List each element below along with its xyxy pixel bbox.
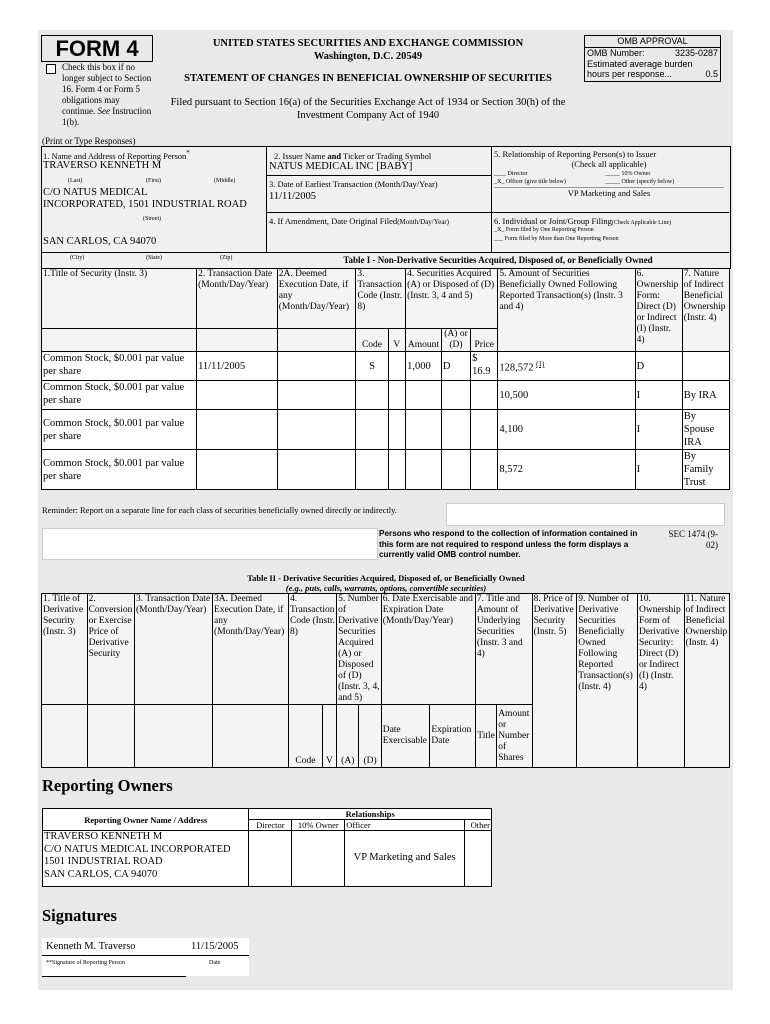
t1-h-v: V [388,329,405,352]
first-label: (First) [146,178,161,184]
officer-label: Officer (give title below) [505,179,566,185]
transaction-code [356,410,388,450]
box1-star: * [186,149,190,157]
omb-burden: Estimated average burden [587,58,693,69]
ro-line2: C/O NATUS MEDICAL INCORPORATED [44,843,231,855]
deemed-date [277,381,356,410]
grid-h-3 [266,252,729,253]
transaction-date [197,450,278,490]
t1-h-securities: 4. Securities Acquired (A) or Disposed of (D) (Instr. 3, 4 and 5) [406,269,498,329]
t2-h-title: 1. Title of Derivative Security (Instr. 3) [42,594,88,705]
transaction-code [356,450,388,490]
a-or-d [441,381,470,410]
commission-title: UNITED STATES SECURITIES AND EXCHANGE COMMISSION [212,38,524,49]
transaction-date [197,381,278,410]
grid-h-1 [266,175,491,176]
t2-h-underlying: 7. Title and Amount of Underlying Securities (Instr. 3 and 4) [475,594,532,705]
ro-line3: 1501 INDUSTRIAL ROAD [44,856,163,867]
zip-label: (Zip) [220,255,233,261]
deemed-date [277,450,356,490]
checkbox-text-main: Check this box if no longer subject to Section 16. Form 4 or Form 5 obligations may continue. [62,62,152,116]
omb-number-label: OMB Number: [587,48,645,58]
checkbox-see: See [97,106,110,116]
no-longer-subject-checkbox[interactable] [46,64,56,74]
ro-owner10-header: 10% Owner [292,820,345,831]
v-flag [388,381,405,410]
address-line2: INCORPORATED, 1501 INDUSTRIAL ROAD [43,199,247,210]
security-title: Common Stock, $0.001 par value per share [42,450,197,490]
a-or-d: D [441,352,470,381]
table2-title: Table II - Derivative Securities Acquired, Disposed of, or Beneficially Owned [247,573,525,583]
amount: 1,000 [406,352,442,381]
ro-relationships-header: Relationships [249,809,492,820]
more-person-option[interactable]: ___ Form filed by More than One Reporting Person [494,236,619,242]
v-flag [388,450,405,490]
t1-h-amount-owned: 5. Amount of Securities Beneficially Owned Following Reported Transaction(s) (Instr. 3 and 4) [498,269,635,352]
ownership-form: I [635,450,682,490]
table-row [42,352,730,381]
grid-divider-2 [491,146,492,253]
city-label: (City) [70,255,85,261]
table-row [42,450,730,490]
date-label: Date [209,960,221,966]
reminder-text: Reminder: Report on a separate line for each class of securities beneficially owned directly or indirectly. [42,505,397,515]
ownership-form: D [635,352,682,381]
director-label: Director [507,171,528,177]
amount [406,450,442,490]
nature-of-ownership [682,352,729,381]
table1-title: Table I - Non-Derivative Securities Acquired, Disposed of, or Beneficially Owned [343,255,653,265]
t1-h-amount: Amount [406,329,442,352]
statement-title: STATEMENT OF CHANGES IN BENEFICIAL OWNERSHIP OF SECURITIES [184,73,552,84]
director-option[interactable]: ____ Director [494,171,528,177]
t2-h-amount-shares: Amount or Number of Shares [497,705,532,768]
one-person-option[interactable] [494,227,594,233]
box5-sub: (Check all applicable) [571,159,647,169]
t2-h-code: 4. Transaction Code (Instr. 8) [289,594,337,705]
date-line [185,955,249,956]
box6-label-text: 6. Individual or Joint/Group Filing [494,216,612,226]
checkbox-instr: Instruction 1(b). [62,106,152,127]
signature-line [42,955,185,956]
t2-h-exp: Expiration Date [430,705,476,768]
state-label: (State) [146,255,162,261]
v-flag [388,410,405,450]
form-title: FORM 4 [41,35,153,62]
reporting-owners-heading: Reporting Owners [42,776,173,795]
security-title: Common Stock, $0.001 par value per share [42,410,197,450]
box6-label [494,216,671,226]
earliest-transaction-date: 11/11/2005 [269,191,317,202]
officer-mark: _X_ [494,179,505,185]
transaction-date: 11/11/2005 [197,352,278,381]
deemed-date [277,352,356,381]
amount-owned: 8,572 [498,450,635,490]
nature-of-ownership: By Spouse IRA [682,410,729,450]
footnote-link[interactable]: (1) [536,359,545,368]
owner10-option[interactable]: _____ 10% Owner [605,171,651,177]
ro-officer-header: Officer [345,820,465,831]
box2-label-pre: 2. Issuer Name [274,151,328,161]
price [471,410,498,450]
filed-line1: Filed pursuant to Section 16(a) of the Securities Exchange Act of 1934 or Section 30(h) of the [170,97,566,108]
ro-director-header: Director [249,820,292,831]
amount-owned-value: 128,572 [499,362,534,374]
t2-h-deemed: 3A. Deemed Execution Date, if any (Month/Day/Year) [213,594,289,705]
checkbox-text [62,62,152,128]
t1-h-code-sub: Code [356,329,388,352]
omb-title: OMB APPROVAL [585,36,720,48]
form-sheet [38,30,733,990]
last-label: (Last) [68,178,83,184]
street-label: (Street) [143,216,161,222]
t2-h-v: V [322,705,336,768]
box1-divider [41,252,266,253]
amount-owned: 4,100 [498,410,635,450]
ro-other-header: Other [464,820,491,831]
t1-h-ownership-form: 6. Ownership Form: Direct (D) or Indirect (I) (Instr. 4) [635,269,682,352]
security-title: Common Stock, $0.001 par value per share [42,381,197,410]
t2-h-date-ex: Date Exercisable [381,705,430,768]
sec-number: SEC 1474 (9-02) [668,529,718,550]
t1-h-price: Price [471,329,498,352]
print-type-note: (Print or Type Responses) [42,136,136,146]
price [471,450,498,490]
box1-label-text: 1. Name and Address of Reporting Person [43,150,187,161]
price: $ 16.9 [471,352,498,381]
box4-label-text: 4. If Amendment, Date Original Filed [269,216,398,226]
box2-label [274,151,431,161]
transaction-code: S [356,352,388,381]
table-row [42,410,730,450]
a-or-d [441,450,470,490]
signature-name: Kenneth M. Traverso [46,941,136,952]
t2-h-conversion: 2. Conversion or Exercise Price of Derivative Security [87,594,134,705]
reminder-blank [446,503,725,526]
filed-line2: Investment Company Act of 1940 [296,110,440,121]
other-label: Other (specify below) [621,179,675,185]
ro-line4: SAN CARLOS, CA 94070 [44,868,158,880]
omb-hours-value: 0.5 [705,69,718,79]
more-person-label: Form filed by More than One Reporting Person [504,236,619,242]
box5-label: 5. Relationship of Reporting Person(s) to Issuer [494,149,657,159]
transaction-code [356,381,388,410]
deemed-date [277,410,356,450]
t1-h-code: 3. Transaction Code (Instr. 8) [356,269,406,329]
ownership-form: I [635,381,682,410]
t2-h-date: 3. Transaction Date (Month/Day/Year) [135,594,213,705]
grid-divider-1 [266,146,267,253]
table2-subtitle: (e.g., puts, calls, warrants, options, convertible securities) [285,583,487,593]
nature-of-ownership: By IRA [682,381,729,410]
t1-h-title: 1.Title of Security (Instr. 3) [42,269,197,329]
owner10-label: 10% Owner [621,171,651,177]
t2-h-date-exercisable: 6. Date Exercisable and Expiration Date (Month/Day/Year) [381,594,475,705]
box4-label-sub: (Month/Day/Year) [397,218,449,226]
officer-option[interactable] [494,179,566,185]
omb-number-value: 3235-0287 [674,48,718,58]
table2 [41,593,730,768]
security-title: Common Stock, $0.001 par value per share [42,352,197,381]
ro-officer-value: VP Marketing and Sales [345,831,465,887]
signature-date: 11/15/2005 [191,941,239,952]
one-person-label: Form filed by One Reporting Person [505,227,594,233]
t2-h-number-owned: 9. Number of Derivative Securities Beneficially Owned Following Reported Transaction(s) (Instr. 4) [577,594,638,768]
amount [406,410,442,450]
transaction-date [197,410,278,450]
t2-h-a: (A) [337,705,359,768]
signature-label: **Signature of Reporting Person [46,960,125,966]
commission-city: Washington, D.C. 20549 [313,51,423,62]
persons-notice: Persons who respond to the collection of information contained in this form are not required to respond unless the form displays a currently valid OMB control number. [379,529,638,559]
signatures-heading: Signatures [42,906,117,925]
address-line1: C/O NATUS MEDICAL [43,187,148,198]
amount-owned [498,352,635,381]
t2-h-number: 5. Number of Derivative Securities Acquired (A) or Disposed of (D) (Instr. 3, 4, and 5) [338,594,380,703]
box4-label [269,216,449,226]
box2-label-post: Ticker or Trading Symbol [341,151,432,161]
issuer-name: NATUS MEDICAL INC [BABY] [269,161,413,172]
middle-label: (Middle) [214,178,236,184]
price [471,381,498,410]
amount [406,381,442,410]
reporting-person-name: TRAVERSO KENNETH M [43,160,162,171]
t2-h-code-sub: Code [289,705,323,768]
other-option[interactable]: _____ Other (specify below) [605,179,675,185]
nature-of-ownership: By Family Trust [682,450,729,490]
ro-line1: TRAVERSO KENNETH M [44,831,163,842]
grid-h-2 [266,212,729,213]
persons-blank [42,528,378,560]
a-or-d [441,410,470,450]
t1-h-aord: (A) or (D) [441,329,470,352]
v-flag [388,352,405,381]
t2-h-price: 8. Price of Derivative Security (Instr. 5) [532,594,577,768]
city-state-zip: SAN CARLOS, CA 94070 [43,236,157,247]
box5 [494,149,724,169]
omb-approval-box [584,35,721,82]
t2-h-nature: 11. Nature of Indirect Beneficial Ownership (Instr. 4) [684,594,729,768]
officer-title: VP Marketing and Sales [494,187,724,198]
ro-name-header: Reporting Owner Name / Address [43,809,249,831]
t2-h-d: (D) [359,705,381,768]
table1 [41,268,730,490]
ro-name-address [43,831,249,887]
table-row [42,381,730,410]
reporting-owners-table [42,808,492,887]
t2-h-ownership-form: 10. Ownership Form of Derivative Security: Direct (D) or Indirect (I) (Instr. 4) [638,594,685,768]
t2-h-title-sub: Title [475,705,496,768]
amount-owned: 10,500 [498,381,635,410]
ownership-form: I [635,410,682,450]
omb-hours-label: hours per response... [587,69,673,79]
box6-label-sub: (Check Applicable Line) [611,220,672,226]
t1-h-deemed: 2A. Deemed Execution Date, if any (Month/Day/Year) [277,269,356,329]
t1-h-nature: 7. Nature of Indirect Beneficial Ownership (Instr. 4) [682,269,729,352]
one-person-mark: _X_ [494,227,505,233]
box3-label: 3. Date of Earliest Transaction (Month/Day/Year) [269,179,438,189]
t1-h-date: 2. Transaction Date (Month/Day/Year) [197,269,278,329]
box2-label-and: and [327,151,342,161]
